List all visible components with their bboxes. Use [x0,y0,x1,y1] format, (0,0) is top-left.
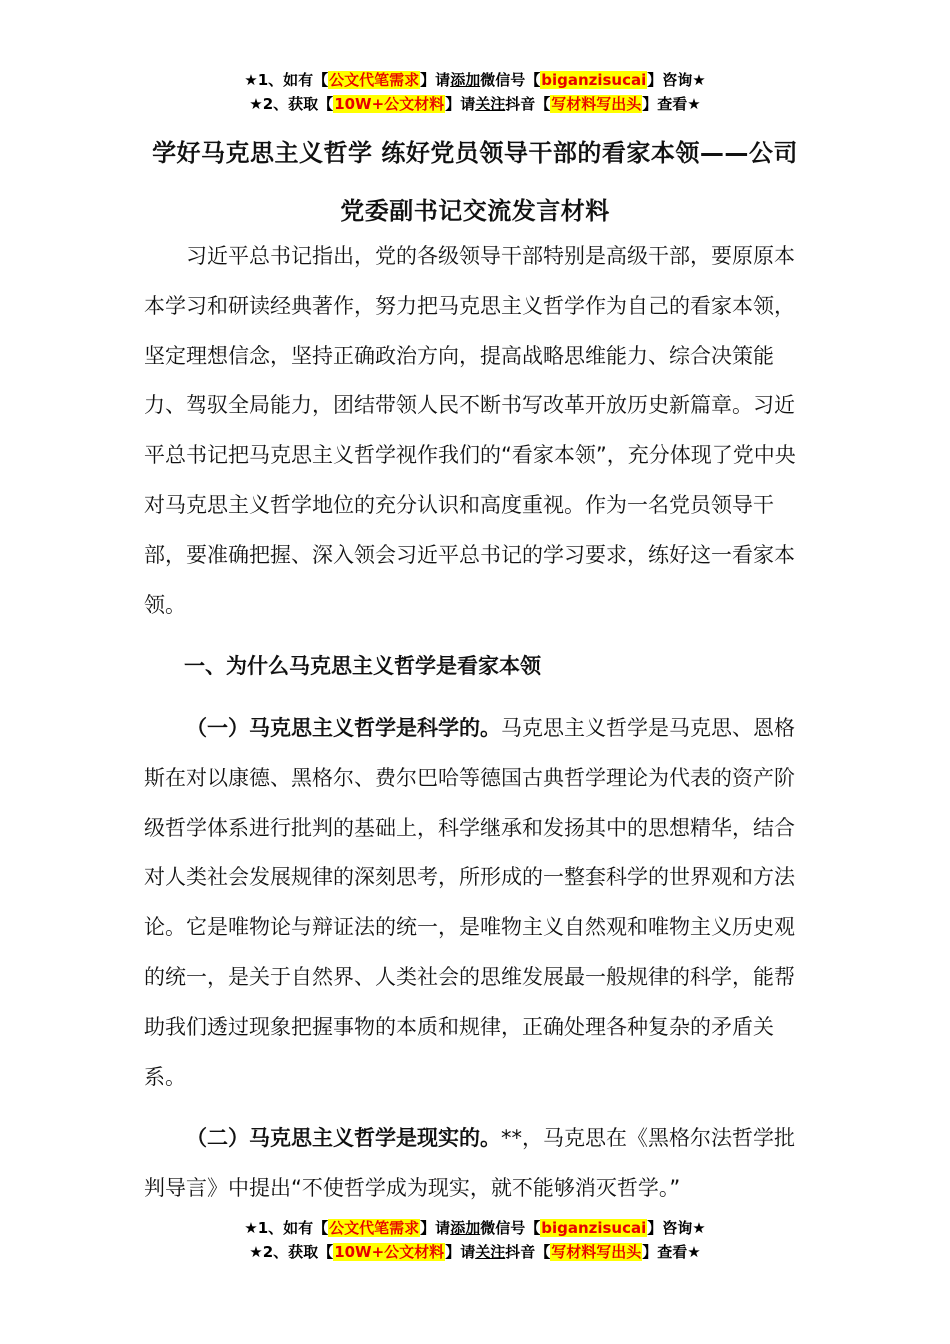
section-heading-text: 一、为什么马克思主义哲学是看家本领 [184,654,541,678]
banner-text: 】咨询★ [647,71,706,89]
banner-underlined-text: 添加 [450,71,481,89]
banner-text: 】请 [445,1243,476,1261]
subsection-1-paragraph [144,704,810,1102]
banner-text: ★2、获取【 [249,1243,334,1261]
subsection-1-lead: （一）马克思主义哲学是科学的。 [186,716,501,740]
banner-text: 】请 [445,95,476,113]
banner-line-2 [0,1240,950,1264]
banner-text: ★1、如有【 [244,71,329,89]
header-banner [0,68,950,116]
banner-text: 抖音【 [505,1243,551,1261]
highlight-ghostwriting: 公文代笔需求 [329,71,420,89]
section-heading-1 [144,642,810,692]
banner-text: ★1、如有【 [244,1219,329,1237]
banner-text: 】咨询★ [647,1219,706,1237]
banner-text: ★2、获取【 [249,95,334,113]
banner-text: 微信号【 [480,71,541,89]
banner-text: 抖音【 [505,95,551,113]
banner-line-1 [0,68,950,92]
highlight-douyin-account: 写材料写出头 [551,95,642,113]
subsection-1-body: 马克思主义哲学是马克思、恩格斯在对以康德、黑格尔、费尔巴哈等德国古典哲学理论为代表的资产阶级哲学体系进行批判的基础上，科学继承和发扬其中的思想精华，结合对人类社会发展规律的深刻思考，所形成的一整套科学的世界观和方法论。它是唯物论与辩证法的统一，是唯物主义自然观和唯物主义历史观的统一，是关于自然界、人类社会的思维发展最一般规律的科学，能帮助我们透过现象把握事物的本质和规律，正确处理各种复杂的矛盾关系。 [144,716,795,1089]
banner-line-2 [0,92,950,116]
intro-paragraph: 习近平总书记指出，党的各级领导干部特别是高级干部，要原原本本学习和研读经典著作，努力把马克思主义哲学作为自己的看家本领，坚定理想信念，坚持正确政治方向，提高战略思维能力、综合决策能力、驾驭全局能力，团结带领人民不断书写改革开放历史新篇章。习近平总书记把马克思主义哲学视作我们的“看家本领”，充分体现了党中央对马克思主义哲学地位的充分认识和高度重视。作为一名党员领导干部，要准确把握、深入领会习近平总书记的学习要求，练好这一看家本领。 [144,244,796,617]
banner-text: 】查看★ [642,1243,701,1261]
highlight-materials: 10W+公文材料 [334,95,445,113]
banner-underlined-text: 关注 [475,1243,506,1261]
banner-text: 】请 [420,1219,451,1237]
document-title: 学好马克思主义哲学 练好党员领导干部的看家本领——公司党委副书记交流发言材料 [152,139,798,225]
banner-text: 微信号【 [480,1219,541,1237]
highlight-wechat-id: biganzisucai [541,71,647,89]
highlight-ghostwriting: 公文代笔需求 [329,1219,420,1237]
banner-text: 】请 [420,71,451,89]
subsection-2-lead: （二）马克思主义哲学是现实的。 [186,1126,501,1150]
highlight-materials: 10W+公文材料 [334,1243,445,1261]
highlight-douyin-account: 写材料写出头 [551,1243,642,1261]
subsection-2-body: **，马克思在《黑格尔法哲学批判导言》中提出“不使哲学成为现实，就不能够消灭哲学。” [144,1126,795,1200]
subsection-2-paragraph [144,1114,810,1214]
banner-text: 】查看★ [642,95,701,113]
banner-line-1 [0,1216,950,1240]
banner-underlined-text: 添加 [450,1219,481,1237]
footer-banner [0,1216,950,1264]
highlight-wechat-id: biganzisucai [541,1219,647,1237]
banner-underlined-text: 关注 [475,95,506,113]
